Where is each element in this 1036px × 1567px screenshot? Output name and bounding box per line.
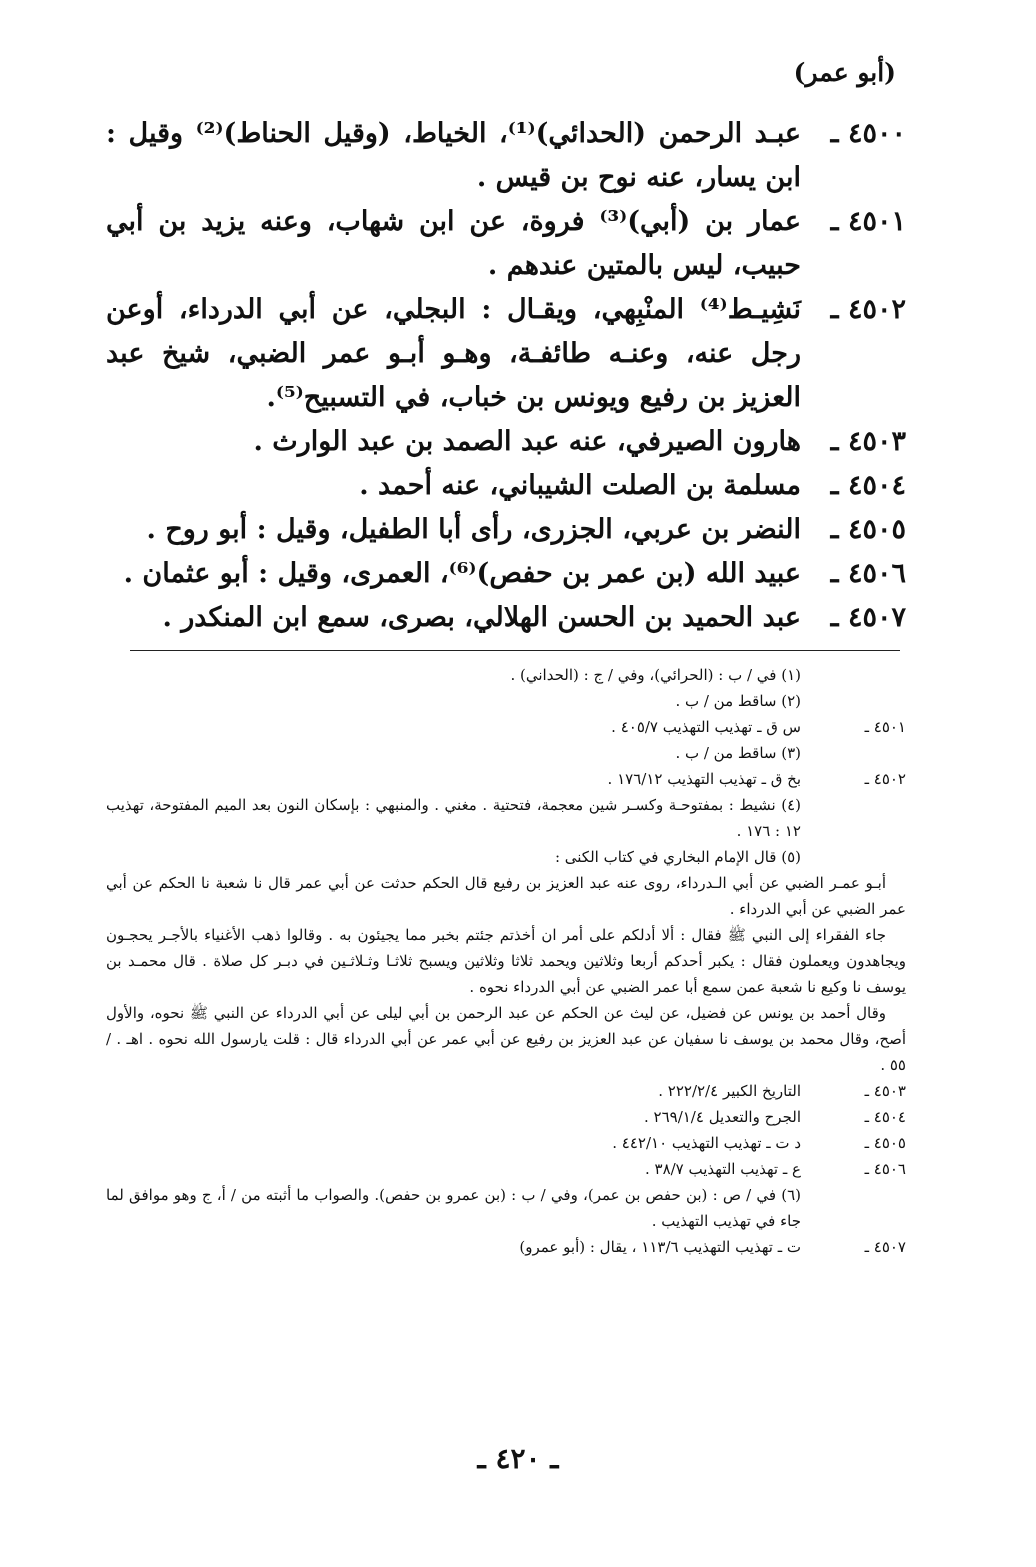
footnote [106, 1078, 906, 1104]
note-number: ٤٥٠٥ ـ [864, 1134, 906, 1152]
note-text: بخ ق ـ تهذيب التهذيب ١٧٦/١٢ . [607, 770, 801, 788]
entry-number: ٤٥٠٧ ـ [830, 602, 906, 633]
entry-number: ٤٥٠٦ ـ [830, 558, 906, 589]
main-text [106, 112, 906, 640]
note-text: (٦) في / ص : (بن حفص بن عمر)، وفي / ب : (بن عمرو بن حفص). والصواب ما أثبته من / أ، ج وهو موافق لما جاء في تهذيب التهذيب . [106, 1186, 801, 1230]
note-text: (٥) قال الإمام البخاري في كتاب الكنى : [554, 848, 801, 866]
entry-number: ٤٥٠١ ـ [830, 206, 906, 237]
entry-text: نَشِيـط⁽⁴⁾ المنْبِهي، ويقـال : البجلي، عن أبي الدرداء، أوعن رجل عنه، وعنـه طائفـة، وهـو أبـو عمر الضبي، شيخ عبد العزيز بن رفيع ويونس بن خباب، في التسبيح⁽⁵⁾. [106, 294, 801, 413]
footnote [106, 714, 906, 740]
footnote [106, 688, 906, 714]
entry-4501 [106, 200, 906, 288]
footnote [106, 792, 906, 844]
entry-number: ٤٥٠٠ ـ [830, 118, 906, 149]
note-text: د ت ـ تهذيب التهذيب ٤٤٢/١٠ . [612, 1134, 801, 1152]
footnotes [106, 662, 906, 1260]
note-text: ت ـ تهذيب التهذيب ١١٣/٦ ، يقال : (أبو عمرو) [519, 1238, 801, 1256]
running-head: (أبو عمر) [793, 58, 896, 87]
note-number: ٤٥٠٦ ـ [864, 1160, 906, 1178]
note-text: (٣) ساقط من / ب . [675, 744, 801, 762]
note-text: التاريخ الكبير ٢٢٢/٢/٤ . [658, 1082, 801, 1100]
entry-4506 [106, 552, 906, 596]
note-number: ٤٥٠٢ ـ [864, 770, 906, 788]
note-text: (٢) ساقط من / ب . [675, 692, 801, 710]
entry-text: عمار بن (أبي)⁽³⁾ فروة، عن ابن شهاب، وعنه يزيد بن أبي حبيب، ليس بالمتين عندهم . [106, 206, 801, 281]
entry-text: النضر بن عربي، الجزرى، رأى أبا الطفيل، وقيل : أبو روح . [146, 514, 801, 545]
note-number: ٤٥٠٧ ـ [864, 1238, 906, 1256]
footnote [106, 662, 906, 688]
footnote-separator [130, 650, 900, 651]
footnote [106, 844, 906, 870]
entry-4500 [106, 112, 906, 200]
footnote [106, 1130, 906, 1156]
bukhari-quote [106, 870, 906, 1078]
entry-text: عبـد الرحمن (الحدائي)⁽¹⁾، الخياط، (وقيل الحناط)⁽²⁾ وقيل : ابن يسار، عنه نوح بن قيس . [106, 118, 801, 193]
note-number: ٤٥٠٣ ـ [864, 1082, 906, 1100]
note-text: (١) في / ب : (الحرائي)، وفي / ج : (الحداني) . [510, 666, 801, 684]
note-text: الجرح والتعديل ٢٦٩/١/٤ . [643, 1108, 801, 1126]
entry-text: مسلمة بن الصلت الشيباني، عنه أحمد . [359, 470, 801, 501]
note-text: (٤) نشيط : بمفتوحـة وكسـر شين معجمة، فتحتية . مغني . والمنبهي : بإسكان النون بعد الميم المفتوحة، تهذيب ١٢ : ١٧٦ . [106, 796, 801, 840]
footnote [106, 1156, 906, 1182]
footnote [106, 1182, 906, 1234]
footnote [106, 1104, 906, 1130]
entry-number: ٤٥٠٥ ـ [830, 514, 906, 545]
note-number: ٤٥٠١ ـ [864, 718, 906, 736]
quote-paragraph: وقال أحمد بن يونس عن فضيل، عن ليث عن الحكم عن عبد الرحمن بن أبي ليلى عن أبي الدرداء عن النبي ﷺ نحوه، والأول أصح، وقال محمد بن يوسف نا سفيان عن عبد العزيز بن رفيع عن أبي عمر عن أبي الدرداء قال : قلت يارسول الله نحوه . اهـ . /٥٥ . [106, 1004, 906, 1074]
page-number: ـ ٤٢٠ ـ [477, 1442, 559, 1475]
entry-number: ٤٥٠٢ ـ [830, 294, 906, 325]
entry-4504 [106, 464, 906, 508]
entry-number: ٤٥٠٤ ـ [830, 470, 906, 501]
footnote [106, 740, 906, 766]
footnote [106, 1234, 906, 1260]
footnote [106, 766, 906, 792]
entry-4502 [106, 288, 906, 420]
quote-paragraph: أبـو عمـر الضبي عن أبي الـدرداء، روى عنه عبد العزيز بن رفيع قال الحكم حدثت عن أبي عمر قال نا شعبة نا الحكم عن أبي عمر الضبي عن أبي الدرداء . [106, 874, 906, 918]
note-text: ع ـ تهذيب التهذيب ٣٨/٧ . [644, 1160, 801, 1178]
entry-text: عبيد الله (بن عمر بن حفص)⁽⁶⁾، العمرى، وقيل : أبو عثمان . [123, 558, 801, 589]
entry-4507 [106, 596, 906, 640]
quote-paragraph: جاء الفقراء إلى النبي ﷺ فقال : ألا أدلكم على أمر ان أخذتم جئتم بخبر مما يجيئون به . وقالوا ذهب الأغنياء بالأجـر يحجـون ويجاهدون ويعملون فقال : يكبر أحدكم أربعا وثلاثين ويحمد ثلاثا وثلاثين ويسبح ثلاثـا وثـلاثـين في دبـر كل صلاة . قال محمـد بن يوسف نا وكيع نا شعبة عمن سمع أبا عمر الضبي عن أبي الدرداء نحوه . [106, 926, 906, 996]
entry-4503 [106, 420, 906, 464]
note-text: س ق ـ تهذيب التهذيب ٤٠٥/٧ . [611, 718, 801, 736]
entry-text: عبد الحميد بن الحسن الهلالي، بصرى، سمع ابن المنكدر . [162, 602, 801, 633]
entry-number: ٤٥٠٣ ـ [830, 426, 906, 457]
entry-text: هارون الصيرفي، عنه عبد الصمد بن عبد الوارث . [253, 426, 801, 457]
entry-4505 [106, 508, 906, 552]
note-number: ٤٥٠٤ ـ [864, 1108, 906, 1126]
